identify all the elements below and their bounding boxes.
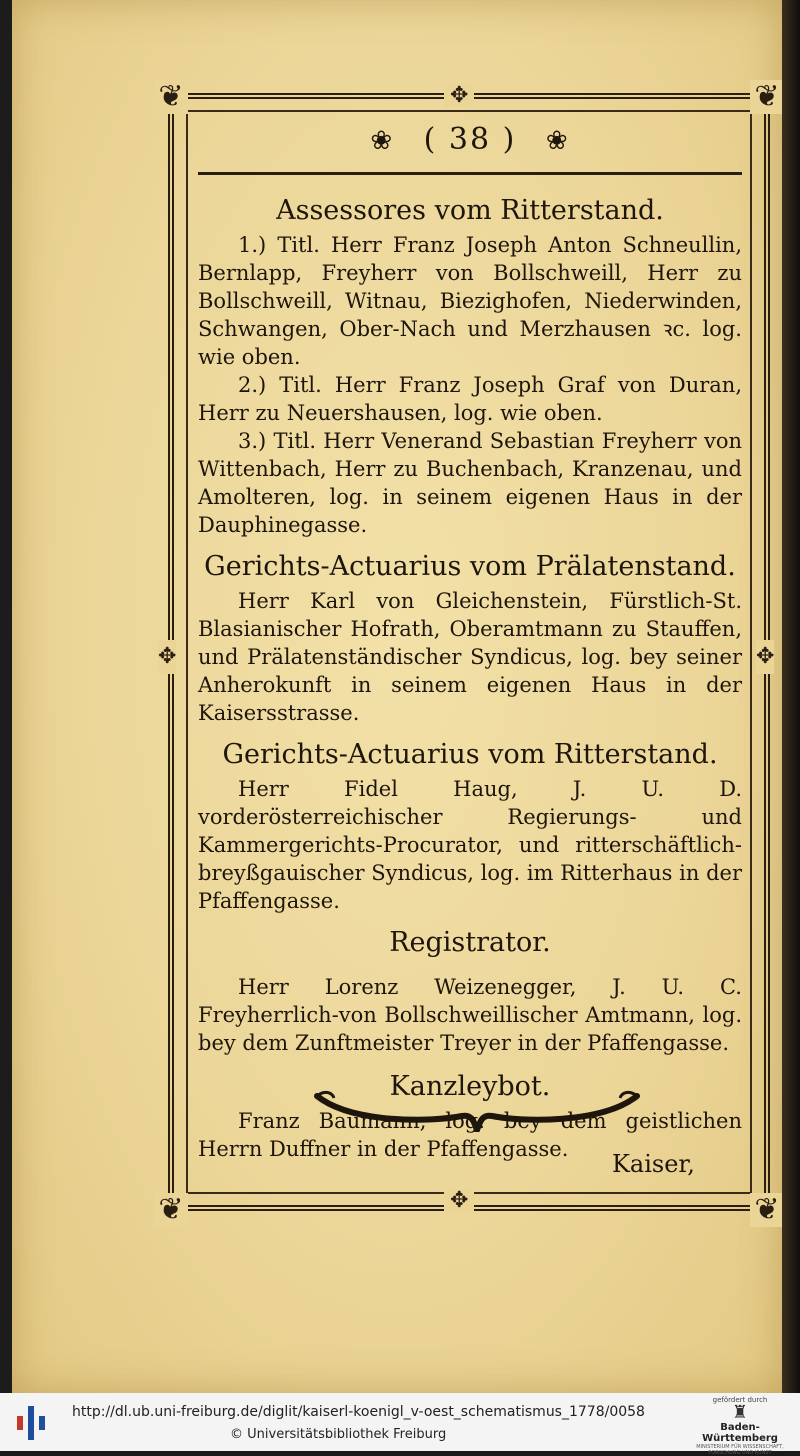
frame-corner-ornament-icon: ❦ — [750, 80, 784, 114]
viewer-footer — [0, 1393, 800, 1456]
funded-by-label: gefördert durch — [712, 1396, 768, 1404]
library-logo-icon — [14, 1402, 48, 1442]
coat-of-arms-icon: ♜ — [731, 1402, 749, 1423]
page-content — [198, 118, 742, 1163]
entry: Herr Karl von Gleichenstein, Fürstlich-St. Blasianischer Hofrath, Oberamtmann zu Stauffen, und Prälatenständischer Syndicus, log. bey seiner Anherokunft in seinem eigenen Haus in der Kaisersstrasse. — [198, 589, 742, 725]
catchword: Kaiser, — [612, 1150, 695, 1178]
section-actuarius-ritter — [198, 735, 742, 915]
entry: 1.) Titl. Herr Franz Joseph Anton Schneullin, Bernlapp, Freyherr von Bollschweill, Herr zu Bollschweill, Witnau, Biezighofen, Niederwinden, Schwangen, Ober-Nach und Merzhausen ꝛc. log. wie oben. — [198, 233, 742, 369]
frame-corner-ornament-icon: ❦ — [154, 1193, 188, 1227]
section-heading: Assessores vom Ritterstand. — [276, 195, 664, 226]
frame-left-ornament-icon: ✥ — [158, 640, 176, 674]
entry: Franz Baumann, log. bey dem geistlichen Herrn Duffner in der Pfaffengasse. — [198, 1109, 742, 1161]
flower-ornament-icon: ❀ — [545, 126, 570, 156]
section-actuarius-praelaten — [198, 547, 742, 727]
section-heading: Kanzleybot. — [389, 1071, 551, 1102]
sponsor-name: Baden-Württemberg — [702, 1422, 778, 1444]
entry: 3.) Titl. Herr Venerand Sebastian Freyherr von Wittenbach, Herr zu Buchenbach, Kranzenau, und Amolteren, log. in seinem eigenen Haus in der Dauphinegasse. — [198, 429, 742, 537]
book-spine — [782, 0, 800, 1393]
flower-ornament-icon: ❀ — [370, 126, 395, 156]
frame-bottom-ornament-icon: ✥ — [444, 1190, 474, 1212]
ministry-label: MINISTERIUM FÜR WISSENSCHAFT, FORSCHUNG UND KUNST — [696, 1444, 784, 1456]
page-number: ( 38 ) — [423, 122, 517, 157]
frame-corner-ornament-icon: ❦ — [154, 80, 188, 114]
frame-corner-ornament-icon: ❦ — [750, 1193, 784, 1227]
section-assessores — [198, 191, 742, 539]
frame-top-ornament-icon: ✥ — [444, 85, 474, 107]
section-heading: Gerichts-Actuarius vom Prälatenstand. — [204, 551, 736, 582]
end-flourish-icon — [312, 1082, 642, 1132]
page-number-line — [198, 118, 742, 162]
section-heading: Gerichts-Actuarius vom Ritterstand. — [222, 739, 718, 770]
header-rule — [198, 172, 742, 175]
sponsor-logo — [690, 1396, 790, 1456]
entry: Herr Fidel Haug, J. U. D. vorderösterreichischer Regierungs- und Kammergerichts-Procurator, und ritterschäftlich-breyßgauischer Syndicus, log. im Ritterhaus in der Pfaffengasse. — [198, 777, 742, 913]
frame-right-ornament-icon: ✥ — [756, 640, 774, 674]
section-heading: Registrator. — [389, 927, 551, 958]
entry: Herr Lorenz Weizenegger, J. U. C. Freyherrlich-von Bollschweillischer Amtmann, log. bey dem Zunftmeister Treyer in der Pfaffengasse. — [198, 975, 742, 1055]
copyright-notice: © Universitätsbibliothek Freiburg — [230, 1427, 447, 1442]
section-registrator — [198, 923, 742, 1057]
permalink-url[interactable]: http://dl.ub.uni-freiburg.de/diglit/kaiserl-koenigl_v-oest_schematismus_1778/0058 — [72, 1404, 645, 1420]
book-page — [12, 0, 782, 1393]
entry: 2.) Titl. Herr Franz Joseph Graf von Duran, Herr zu Neuershausen, log. wie oben. — [198, 373, 742, 425]
